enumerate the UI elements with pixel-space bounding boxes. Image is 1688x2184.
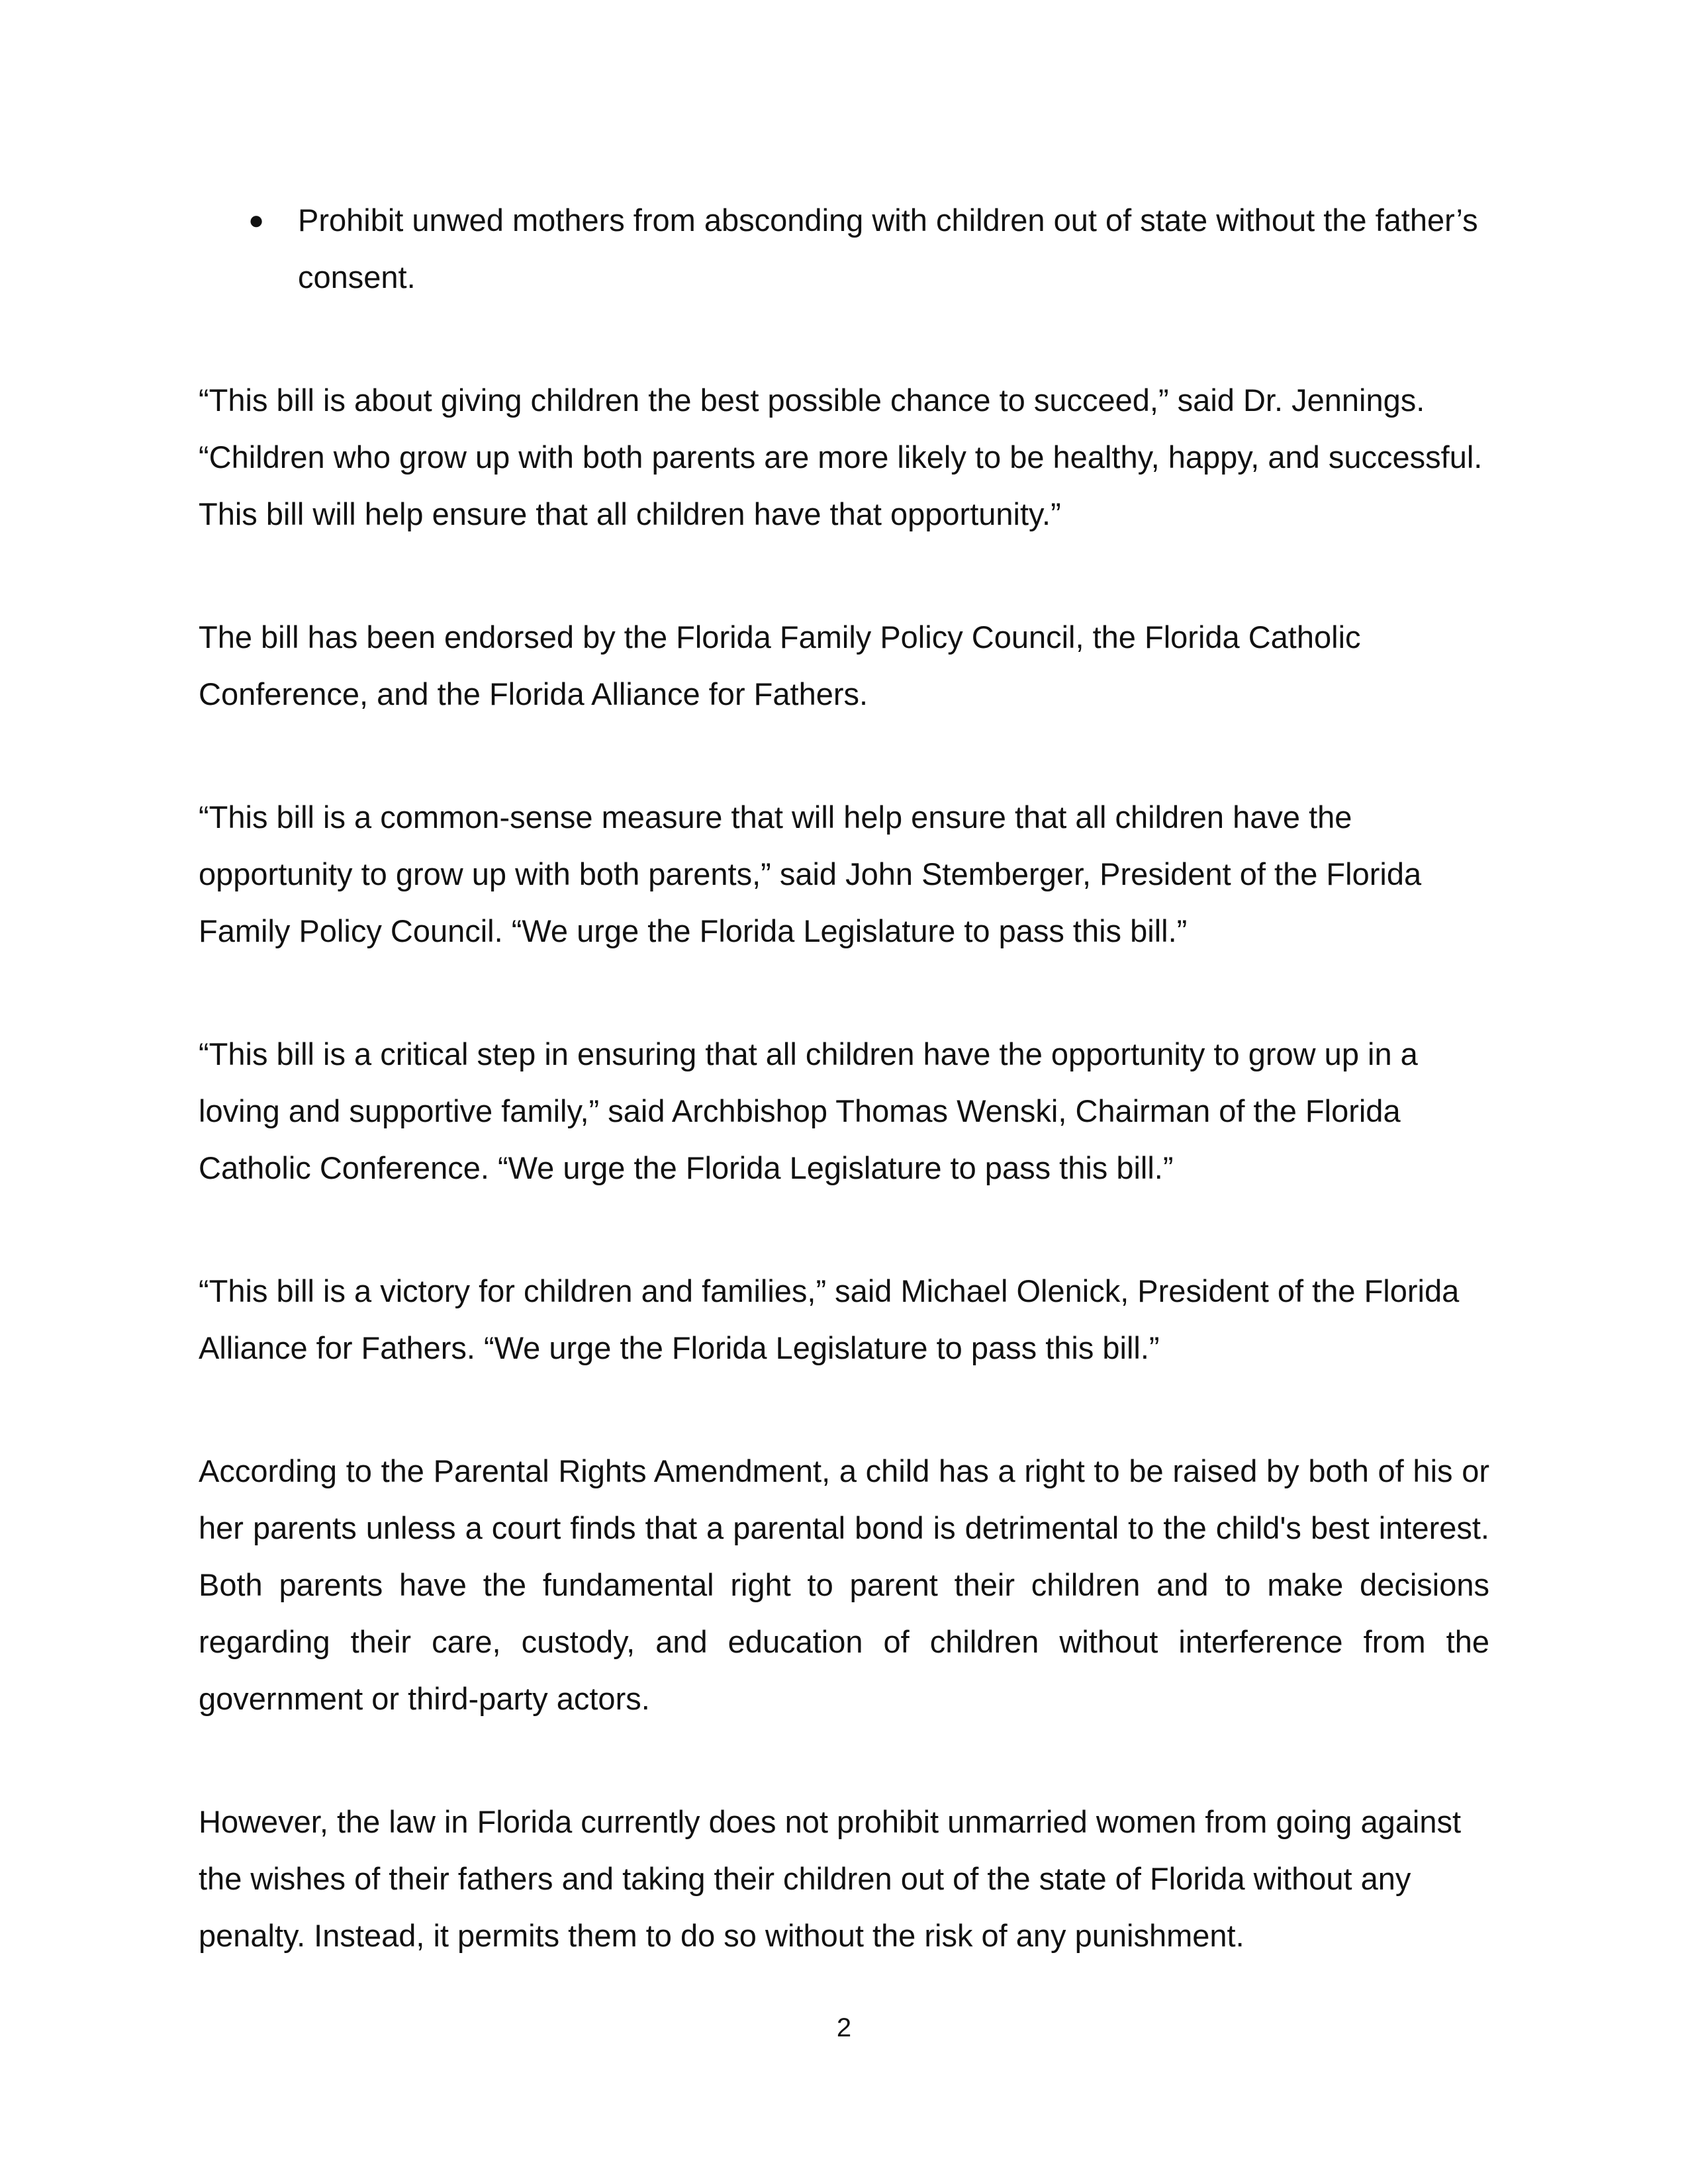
quote-stemberger-paragraph: “This bill is a common-sense measure that will help ensure that all children have the opportunity to grow up with both parents,” said John Stemberger, President of the Florida Family Policy Council. “We urge the Florida Legislature to pass this bill.”	[199, 799, 1422, 948]
quote-olenick-paragraph: “This bill is a victory for children and families,” said Michael Olenick, President of the Florida Alliance for Fathers. “We urge the Florida Legislature to pass this bill.”	[199, 1273, 1460, 1365]
page-number: 2	[836, 2013, 852, 2042]
endorsements-paragraph: The bill has been endorsed by the Florida Family Policy Council, the Florida Catholic Conference, and the Florida Alliance for Fathers.	[199, 619, 1361, 711]
bullet-list-item	[199, 192, 1489, 306]
parental-rights-paragraph: According to the Parental Rights Amendment, a child has a right to be raised by both of his or her parents unless a court finds that a parental bond is detrimental to the child's best interest. Both parents have the fundamental right to parent their children and to make decisions regarding their care, custody, and education of children without interference from the government or third-party actors.	[199, 1453, 1489, 1716]
florida-law-paragraph: However, the law in Florida currently does not prohibit unmarried women from going against the wishes of their fathers and taking their children out of the state of Florida without any penalty. Instead, it permits them to do so without the risk of any punishment.	[199, 1804, 1462, 1953]
page-body	[199, 192, 1489, 2030]
bullet-dot-icon: ●	[248, 206, 265, 235]
quote-wenski-paragraph: “This bill is a critical step in ensuring that all children have the opportunity to grow up in a loving and supportive family,” said Archbishop Thomas Wenski, Chairman of the Florida Catholic Conference. “We urge the Florida Legislature to pass this bill.”	[199, 1036, 1418, 1185]
bullet-text: Prohibit unwed mothers from absconding with children out of state without the father’s consent.	[298, 203, 1478, 295]
quote-jennings-paragraph: “This bill is about giving children the best possible chance to succeed,” said Dr. Jennings. “Children who grow up with both parents are more likely to be healthy, happy, and successful. This bill will help ensure that all children have that opportunity.”	[199, 383, 1483, 531]
